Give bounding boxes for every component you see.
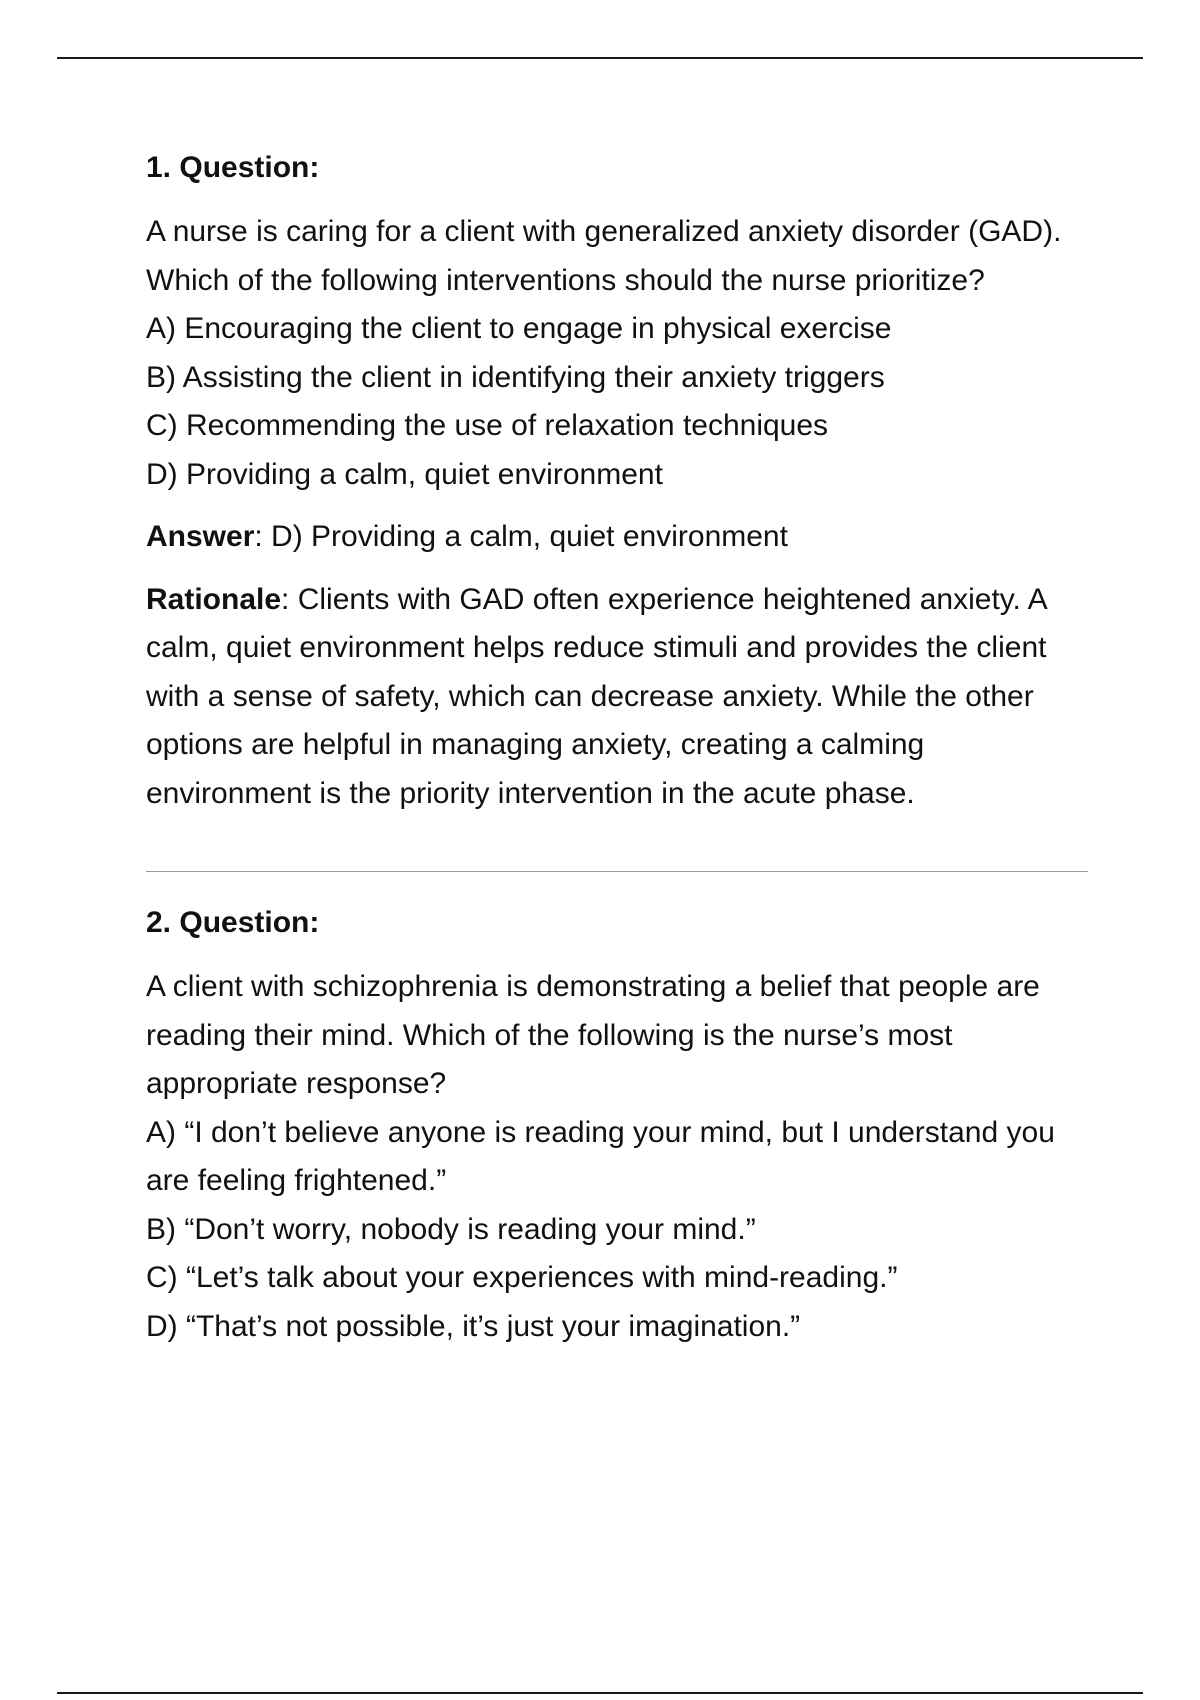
answer-line [146,513,1096,562]
option-a: A) Encouraging the client to engage in physical exercise [146,312,892,345]
question-heading: 2. Question: [146,906,320,939]
option-c: C) “Let’s talk about your experiences with mind-reading.” [146,1261,898,1294]
question-text: A nurse is caring for a client with generalized anxiety disorder (GAD). Which of the following interventions should the nurse prioritize? [146,215,1062,297]
page-bottom-rule [57,1692,1143,1694]
option-a: A) “I don’t believe anyone is reading your mind, but I understand you are feeling frightened.” [146,1115,1055,1197]
question-block-2 [146,903,1096,1351]
option-c: C) Recommending the use of relaxation techniques [146,409,829,442]
option-d: D) “That’s not possible, it’s just your imagination.” [146,1309,801,1343]
page-top-rule [57,57,1143,59]
answer-text: : D) Providing a calm, quiet environment [254,520,788,553]
rationale-text: : Clients with GAD often experience heightened anxiety. A calm, quiet environment helps reduce stimuli and provides the client with a sense of safety, which can decrease anxiety. While the other options are helpful in managing anxiety, creating a calming environment is the priority intervention in the acute phase. [146,582,1047,810]
rationale-paragraph [146,576,1096,819]
rationale-label: Rationale [146,582,282,616]
question-separator [146,871,1088,872]
answer-label: Answer [146,520,255,553]
answer-options [146,1109,1096,1352]
document-body [146,148,1096,1365]
answer-options [146,305,1096,499]
question-block-1 [146,148,1096,818]
question-heading: 1. Question: [146,151,320,184]
option-b: B) Assisting the client in identifying their anxiety triggers [146,360,885,394]
question-text: A client with schizophrenia is demonstrating a belief that people are reading their mind. Which of the following is the nurse’s most appropriate response? [146,970,1040,1100]
option-d: D) Providing a calm, quiet environment [146,457,663,491]
option-b: B) “Don’t worry, nobody is reading your mind.” [146,1212,756,1246]
